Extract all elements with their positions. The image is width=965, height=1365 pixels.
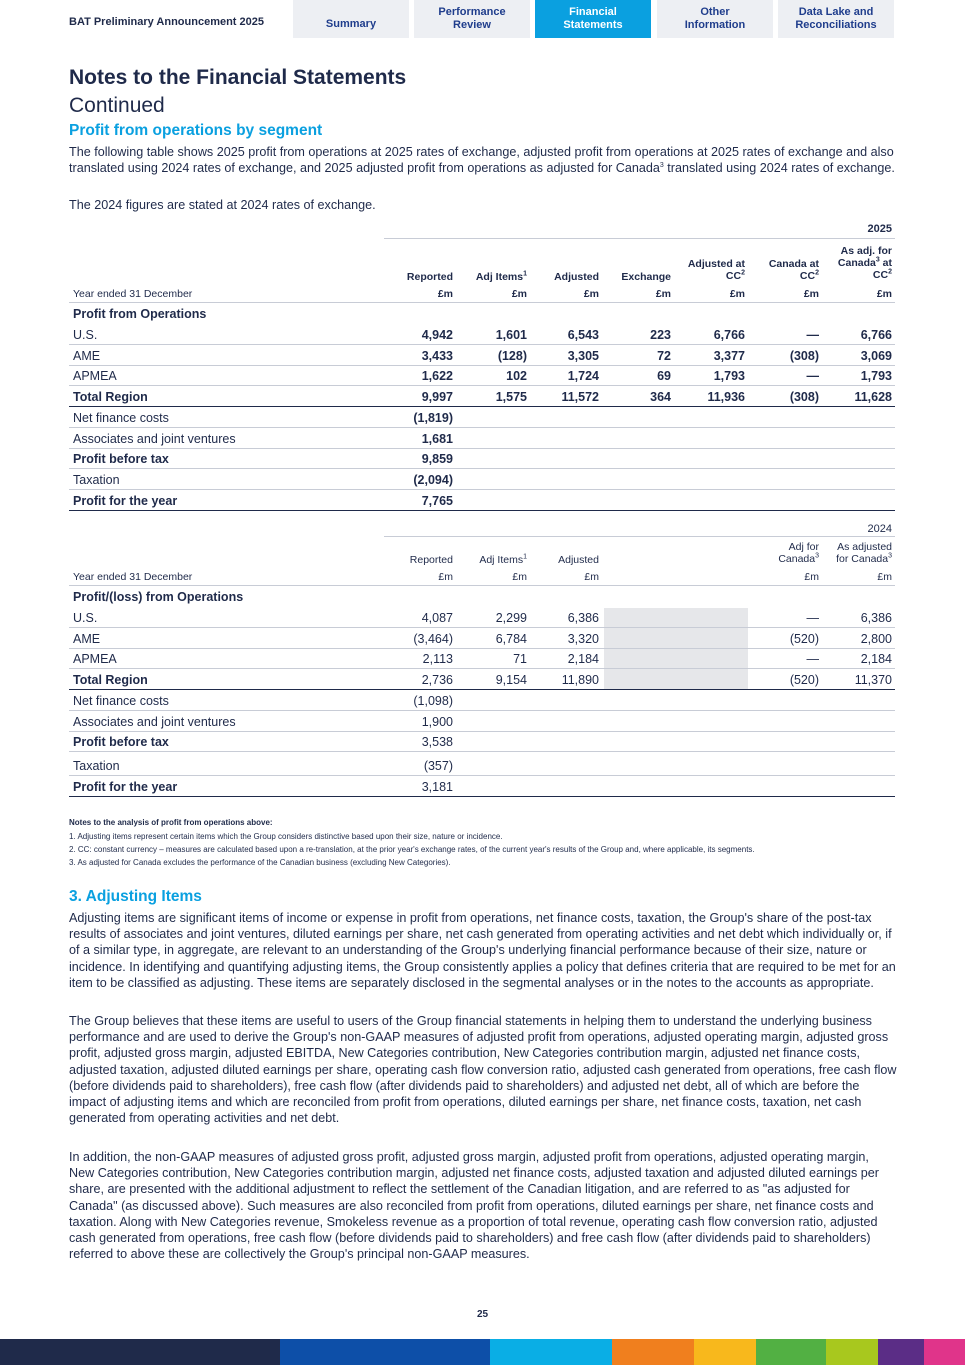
footer-color-segment bbox=[756, 1339, 826, 1365]
note-2: 2. CC: constant currency – measures are calculated based upon a re-translation, at the prior year's exchange rates, of the current year's results of the Group and, where applicable, its segments. bbox=[69, 845, 755, 854]
col-2024-as-adjusted bbox=[819, 541, 892, 565]
table-2025-cell: 1,622 bbox=[421, 369, 453, 384]
notes-title: Notes to the analysis of profit from operations above: bbox=[69, 818, 273, 827]
col-adj-items bbox=[455, 271, 527, 283]
section-heading: Profit from operations by segment bbox=[69, 122, 323, 139]
col-adjusted: Adjusted bbox=[554, 271, 599, 283]
units-row bbox=[69, 287, 895, 303]
table-2024-row-label: APMEA bbox=[73, 652, 117, 667]
table-2025-cell: 3,433 bbox=[421, 348, 453, 363]
unit-2024-as-adjusted: £m bbox=[877, 571, 892, 583]
table-2025-cell: (2,094) bbox=[413, 472, 453, 487]
unit-adjusted-cc: £m bbox=[729, 288, 745, 300]
table-2025-row-label: U.S. bbox=[73, 328, 98, 342]
table-2024-cell: 3,320 bbox=[567, 631, 599, 646]
intro-sup: 3 bbox=[659, 162, 664, 170]
table-2024-row-label: Profit before tax bbox=[73, 735, 169, 750]
footer-color-segment bbox=[826, 1339, 878, 1365]
table-2024-cell: 2,299 bbox=[495, 611, 527, 625]
unit-canada-cc: £m bbox=[803, 288, 819, 300]
table-2025-cell: (128) bbox=[497, 348, 527, 363]
tab-data-lake[interactable] bbox=[778, 0, 894, 38]
table-2025-cell: (308) bbox=[789, 348, 819, 363]
col-exchange: Exchange bbox=[621, 271, 671, 283]
unit-exchange: £m bbox=[655, 288, 671, 300]
table-2024-cell: 2,736 bbox=[421, 673, 453, 688]
section-label: Profit from Operations bbox=[73, 307, 207, 321]
col-2024-adj-items-label: Adj Items bbox=[479, 554, 524, 566]
col-2024-as-adjusted-label: for Canada bbox=[836, 553, 889, 565]
page-number: 25 bbox=[476, 1309, 489, 1320]
table-2024-row-label: Associates and joint ventures bbox=[73, 714, 236, 729]
col-as-adj-line3 bbox=[819, 269, 892, 281]
table-2024-row-label: U.S. bbox=[73, 611, 98, 625]
intro-text-end: translated using 2024 rates of exchange. bbox=[663, 161, 895, 176]
table-2025-cell: 3,305 bbox=[567, 348, 599, 363]
table-2024-cell: 71 bbox=[513, 652, 527, 667]
table-2024-row-label: Taxation bbox=[73, 758, 120, 773]
col-as-adj-at: at bbox=[879, 257, 892, 269]
table-2024-cell: 3,181 bbox=[421, 779, 453, 794]
tab-data-lake-label: Data Lake and Reconciliations bbox=[795, 5, 877, 31]
table-2025-cell: (308) bbox=[789, 390, 819, 405]
col-adjusted-cc-sup: 2 bbox=[741, 269, 745, 277]
table-2025-cell: 9,997 bbox=[421, 390, 453, 405]
footer-color-segment bbox=[0, 1339, 280, 1365]
col-as-adj-canada: Canada bbox=[837, 257, 876, 269]
table-2025-cell: 4,942 bbox=[421, 328, 453, 342]
table-2025-row-label: Profit for the year bbox=[73, 493, 178, 508]
table-2024-cell: — bbox=[806, 611, 819, 625]
col-canada-cc-label: CC bbox=[799, 270, 816, 282]
table-2025-cell: — bbox=[806, 369, 819, 384]
col-2024-adj-canada-line1: Adj for bbox=[788, 541, 819, 553]
table-2025-cell: 1,575 bbox=[495, 390, 527, 405]
table-2025-cell: 11,936 bbox=[707, 390, 745, 405]
table-2025-cell: 1,601 bbox=[495, 328, 527, 342]
table-2025-year: 2025 bbox=[867, 223, 892, 235]
table-2025-cell: 9,859 bbox=[421, 452, 453, 467]
footer-color-segment bbox=[924, 1339, 965, 1365]
table-2025-row-label: Taxation bbox=[73, 472, 120, 487]
year-ended-label-2024: Year ended 31 December bbox=[73, 571, 193, 583]
unit-adj-items: £m bbox=[511, 288, 527, 300]
section-row-2024 bbox=[69, 587, 895, 607]
intro-text: The following table shows 2025 profit from operations at 2025 rates of exchange, adjusted profit from operations at 2025 rates of exchange and also translated using 2024 rates of exchange, and 2025 adjusted profit from operations as adjusted for Canada bbox=[69, 145, 894, 176]
table-2024-row-label: Net finance costs bbox=[73, 693, 169, 708]
footer-color-segment bbox=[280, 1339, 490, 1365]
table-2025-cell: 1,681 bbox=[421, 431, 453, 446]
table-2025-cell: 6,766 bbox=[713, 328, 745, 342]
header-rule bbox=[384, 238, 895, 239]
table-2024-row bbox=[69, 732, 895, 752]
table-2024-cell: 6,784 bbox=[495, 631, 527, 646]
table-2025-cell: 72 bbox=[657, 348, 671, 363]
col-adj-items-label: Adj Items bbox=[475, 271, 524, 283]
table-2025-cell: 223 bbox=[650, 328, 671, 342]
table-2024-cell: 2,800 bbox=[860, 631, 892, 646]
table-2025-row-label: AME bbox=[73, 348, 101, 363]
col-2024-adj-canada-line2 bbox=[749, 553, 819, 565]
page-title: Notes to the Financial Statements bbox=[69, 66, 407, 89]
table-2024-row bbox=[69, 691, 895, 711]
col-canada-cc bbox=[749, 258, 819, 282]
col-2024-adj-items-sup: 1 bbox=[523, 553, 527, 561]
col-adj-items-sup: 1 bbox=[523, 270, 527, 278]
adjusting-items-heading: 3. Adjusting Items bbox=[69, 888, 202, 905]
table-2024-cell: 3,538 bbox=[421, 735, 453, 750]
table-2024-cell: (520) bbox=[789, 673, 819, 688]
intro-paragraph-2: The 2024 figures are stated at 2024 rates of exchange. bbox=[69, 198, 376, 212]
table-2024-cell: (520) bbox=[789, 631, 819, 646]
footer-color-segment bbox=[694, 1339, 756, 1365]
col-adjusted-cc-line1: Adjusted at bbox=[687, 258, 745, 270]
col-2024-as-adjusted-line2 bbox=[819, 553, 892, 565]
table-2024-row-label: AME bbox=[73, 631, 101, 646]
table-2024-year: 2024 bbox=[867, 523, 892, 535]
intro-paragraph bbox=[69, 144, 897, 176]
section-label-2024: Profit/(loss) from Operations bbox=[73, 590, 244, 604]
col-as-adj-canada-cc bbox=[819, 245, 892, 281]
adjusting-paragraph-1: Adjusting items are significant items of income or expense in profit from operations, net finance costs, taxation, the Group's share of the post-tax results of associates and joint ventures, diluted earnings per share, net cash generated from operating activities and net debt which individually or, if of a similar type, in aggregate, are relevant to an understanding of the Group's underlying financial performance because of their size, nature or incidence. In identifying and quantifying adjusting items, the Group consistently applies a policy that defines criteria that are required to be met for an item to be classified as adjusting. These items are separately disclosed in the segmental analyses or in the notes to the accounts as appropriate. bbox=[69, 911, 896, 990]
col-as-adj-cc: CC bbox=[872, 269, 889, 281]
table-2024-row bbox=[69, 712, 895, 732]
table-2025-cell: 6,766 bbox=[860, 328, 892, 342]
table-2025-cell: 3,377 bbox=[713, 348, 745, 363]
unit-as-adj: £m bbox=[876, 288, 892, 300]
tab-other-information[interactable] bbox=[657, 0, 773, 38]
table-2025-row bbox=[69, 366, 895, 386]
table-2024-cell: 11,370 bbox=[854, 673, 892, 688]
table-2024-row bbox=[69, 608, 895, 628]
adjusting-paragraph-2: The Group believes that these items are useful to users of the Group financial statements in helping them to understand the underlying business performance and are used to derive the Group's non-GAAP measures of adjusted profit from operations, adjusted operating margin, adjusted gross profit, adjusted gross margin, adjusted EBITDA, New Categories contribution, New Categories contribution margin, adjusted net finance costs, adjusted taxation, adjusted diluted earnings per share, operating cash flow conversion ratio, adjusted cash generated from operations, free cash flow (before dividends paid to shareholders), free cash flow (after dividends paid to shareholders) and adjusted net debt, all of which are before the impact of adjusting items and which are reconciled from profit from operations, diluted earnings per share, net finance costs, taxation, net cash generated from operating activities and net debt. bbox=[69, 1014, 897, 1126]
table-2024 bbox=[69, 520, 895, 800]
col-canada-cc-sup: 2 bbox=[815, 269, 819, 277]
unit-adjusted: £m bbox=[583, 288, 599, 300]
table-2024-cell: 1,900 bbox=[421, 714, 453, 729]
col-2024-adj-canada-sup: 3 bbox=[815, 552, 819, 560]
table-2025-row-label: Net finance costs bbox=[73, 410, 169, 425]
table-2025-row bbox=[69, 346, 895, 366]
col-as-adj-canada-sup: 3 bbox=[875, 256, 880, 264]
table-2025-cell: 3,069 bbox=[860, 348, 892, 363]
table-2024-cell: (357) bbox=[423, 758, 453, 773]
table-2025-row bbox=[69, 470, 895, 490]
table-2024-cell: 6,386 bbox=[567, 611, 599, 625]
table-2025-cell: 11,572 bbox=[561, 390, 599, 405]
table-2025-row bbox=[69, 429, 895, 449]
note-1: 1. Adjusting items represent certain items which the Group considers distinctive based upon their size, nature or incidence. bbox=[69, 832, 503, 841]
col-2024-adj-canada-label: Canada bbox=[778, 553, 816, 565]
table-2025-cell: 1,793 bbox=[713, 369, 745, 384]
table-2024-cell: (1,098) bbox=[413, 693, 453, 708]
table-2024-row bbox=[69, 670, 895, 690]
col-2024-as-adjusted-line1: As adjusted bbox=[837, 541, 892, 553]
table-2025-row-label: Profit before tax bbox=[73, 452, 169, 467]
col-2024-adj-canada bbox=[749, 541, 819, 565]
table-2025-cell: 1,793 bbox=[860, 369, 892, 384]
col-canada-cc-line2 bbox=[749, 270, 819, 282]
col-2024-as-adjusted-sup: 3 bbox=[888, 552, 892, 560]
header-rule-2024 bbox=[384, 536, 895, 537]
unit-2024-adjusted: £m bbox=[584, 571, 599, 583]
footer-color-segment bbox=[612, 1339, 694, 1365]
table-2025-cell: 11,628 bbox=[854, 390, 892, 405]
table-2025-cell: — bbox=[806, 328, 819, 342]
col-2024-reported: Reported bbox=[409, 554, 453, 566]
table-2024-row-label: Total Region bbox=[73, 673, 148, 688]
table-2024-row bbox=[69, 756, 895, 776]
unit-2024-adj-canada: £m bbox=[804, 571, 819, 583]
col-2024-adjusted: Adjusted bbox=[558, 554, 599, 566]
table-2025-row bbox=[69, 491, 895, 511]
table-2025-cell: 364 bbox=[650, 390, 671, 405]
table-2025-row bbox=[69, 387, 895, 407]
tab-financial-statements-label: Financial Statements bbox=[563, 5, 623, 31]
tab-summary[interactable]: Summary bbox=[293, 0, 409, 38]
table-2025-cell: 102 bbox=[506, 369, 527, 384]
top-navigation bbox=[0, 0, 965, 38]
tab-performance-review-label: Performance Review bbox=[438, 5, 506, 31]
tab-other-information-label: Other Information bbox=[684, 5, 746, 31]
table-2024-cell: 6,386 bbox=[860, 611, 892, 625]
table-2025 bbox=[69, 220, 895, 515]
brand-title: BAT Preliminary Announcement 2025 bbox=[69, 16, 264, 28]
table-2024-row bbox=[69, 777, 895, 797]
unit-2024-adj-items: £m bbox=[512, 571, 527, 583]
table-2025-row bbox=[69, 449, 895, 469]
col-as-adj-line1: As adj. for bbox=[840, 245, 892, 257]
table-2024-cell: 4,087 bbox=[421, 611, 453, 625]
table-2024-cell: 9,154 bbox=[495, 673, 527, 688]
col-as-adj-cc-sup: 2 bbox=[888, 268, 892, 276]
footer-color-segment bbox=[878, 1339, 924, 1365]
tab-performance-review[interactable] bbox=[414, 0, 530, 38]
table-2024-cell: 2,184 bbox=[567, 652, 599, 667]
table-2025-row bbox=[69, 408, 895, 428]
col-2024-adj-items bbox=[455, 554, 527, 566]
table-2025-cell: (1,819) bbox=[413, 410, 453, 425]
col-adjusted-cc-line2 bbox=[675, 270, 745, 282]
table-2024-cell: — bbox=[806, 652, 819, 667]
table-2024-row-label: Profit for the year bbox=[73, 779, 178, 794]
note-3: 3. As adjusted for Canada excludes the performance of the Canadian business (excluding New Categories). bbox=[69, 858, 451, 867]
col-adjusted-cc-label: CC bbox=[725, 270, 742, 282]
footer-color-segment bbox=[490, 1339, 612, 1365]
table-2024-cell: 11,890 bbox=[561, 673, 599, 688]
table-2025-row-label: APMEA bbox=[73, 369, 117, 384]
adjusting-paragraph-3: In addition, the non-GAAP measures of adjusted gross profit, adjusted gross margin, adjusted profit from operations, adjusted operating margin, New Categories contribution, New Categories contribution margin, adjusted net finance costs, adjusted taxation and adjusted diluted earnings per share, are presented with the additional adjustment to reflect the settlement of the Canadian litigation, and are referred to as "as adjusted for Canada" (as discussed above). Such measures are also reconciled from profit from operations, diluted earnings per share, net finance costs and taxation. Along with New Categories revenue, Smokeless revenue as a proportion of total revenue, operating cash flow conversion ratio, adjusted cash generated from operations, free cash flow (before dividends paid to shareholders) and free cash flow (after dividends paid to shareholders) referred to above these are collectively the Group's principal non-GAAP measures. bbox=[69, 1150, 879, 1262]
table-2024-row bbox=[69, 629, 895, 649]
section-row bbox=[69, 304, 895, 324]
col-canada-cc-line1: Canada at bbox=[768, 258, 819, 270]
col-reported: Reported bbox=[406, 271, 453, 283]
table-2024-row bbox=[69, 649, 895, 669]
table-2025-cell: 1,724 bbox=[567, 369, 599, 384]
unit-2024-reported: £m bbox=[438, 571, 453, 583]
col-as-adj-line2 bbox=[819, 257, 892, 269]
col-adjusted-cc bbox=[675, 258, 745, 282]
table-2025-row bbox=[69, 325, 895, 345]
page-subtitle: Continued bbox=[69, 94, 165, 117]
table-2025-cell: 6,543 bbox=[567, 328, 599, 342]
table-2025-row-label: Total Region bbox=[73, 390, 148, 405]
table-2024-cell: (3,464) bbox=[413, 631, 453, 646]
table-2025-cell: 69 bbox=[657, 369, 671, 384]
table-2024-cell: 2,113 bbox=[422, 652, 453, 667]
tab-financial-statements[interactable] bbox=[535, 0, 651, 38]
table-2024-cell: 2,184 bbox=[860, 652, 892, 667]
year-ended-label: Year ended 31 December bbox=[73, 288, 193, 300]
unit-reported: £m bbox=[437, 288, 453, 300]
table-2025-cell: 7,765 bbox=[421, 493, 453, 508]
units-row-2024 bbox=[69, 570, 895, 586]
table-2025-row-label: Associates and joint ventures bbox=[73, 431, 236, 446]
